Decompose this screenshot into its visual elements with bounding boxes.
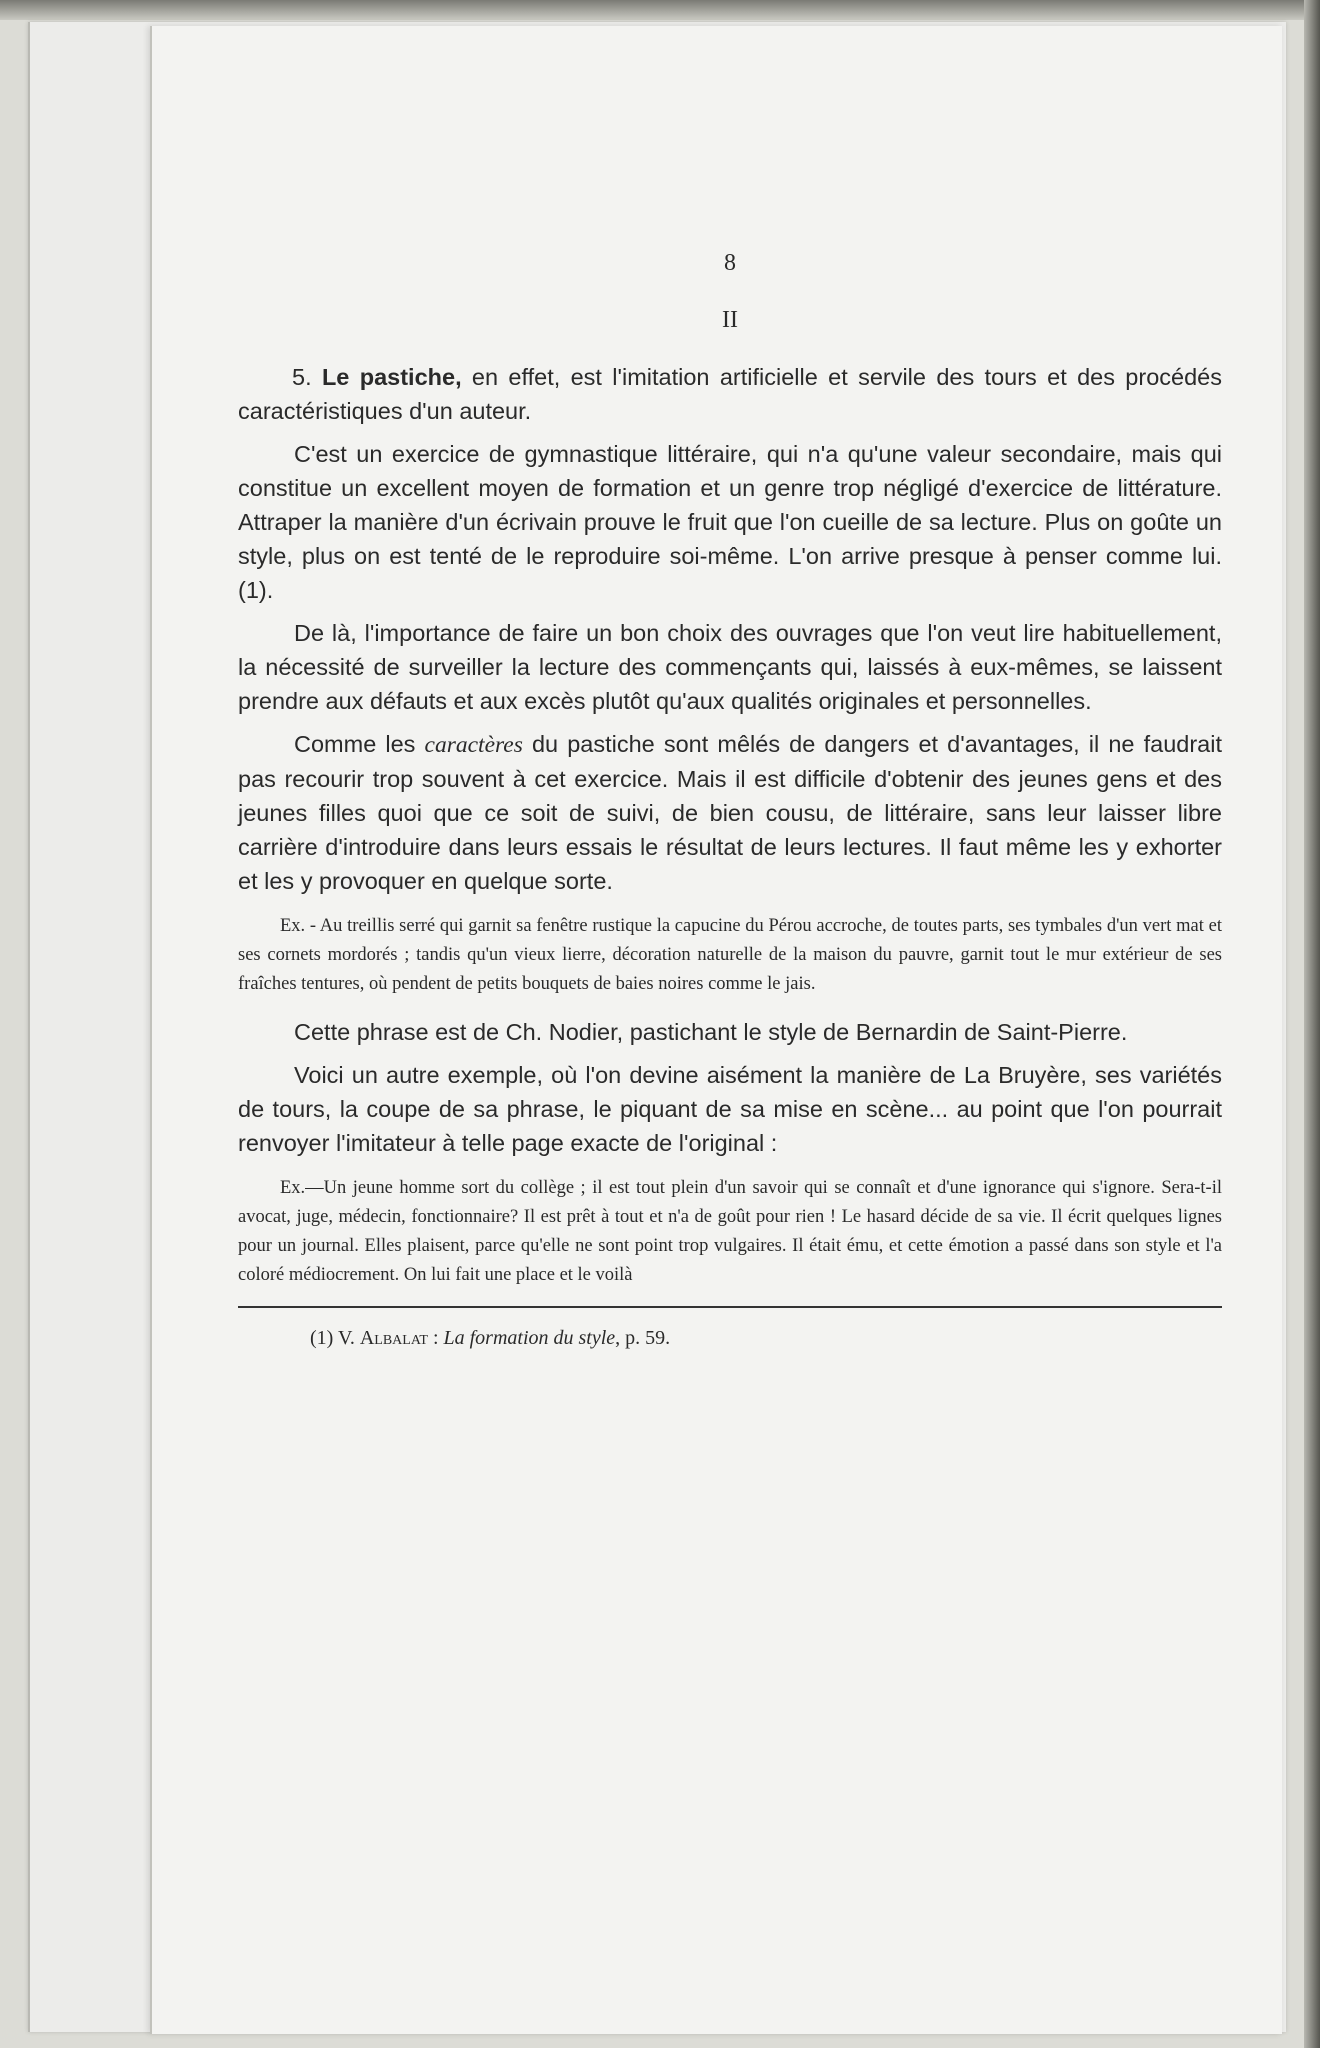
footnote bbox=[238, 1324, 1222, 1352]
example-nodier: Ex. - Au treillis serré qui garnit sa fenêtre rustique la capucine du Pérou accroche, de toutes parts, ses tymbales d'un vert mat et ses cornets mordorés ; tandis qu'un vieux lierre, décoration naturelle de la maison du pauvre, garnit tout le mur extérieur de ses fraîches tentures, où pendent de petits bouquets de baies noires comme le jais. bbox=[238, 916, 1222, 994]
italic-word: caractères bbox=[424, 732, 523, 758]
footnote-author: Albalat bbox=[359, 1327, 428, 1349]
section-number: II bbox=[722, 307, 738, 333]
paragraph-dangers bbox=[238, 727, 1222, 898]
text-span: : bbox=[427, 1327, 444, 1349]
example-jeune-homme: Ex.—Un jeune homme sort du collège ; il est tout plein d'un savoir qui se connaît et d'une ignorance qui s'ignore. Sera-t-il avocat, juge, médecin, fonctionnaire? Il est prêt à tout et n'a de goût pour rien ! Le hasard décide de sa vie. Il écrit quelques lignes pour un journal. Elles plaisent, parce qu'elle ne sont point trop vulgaires. Il était ému, et cette émotion a passé dans son style et l'a coloré médiocrement. On lui fait une place et le voilà bbox=[238, 1178, 1222, 1285]
footnote-page-ref: , p. 59. bbox=[615, 1327, 671, 1349]
paragraph-definition bbox=[238, 360, 1222, 428]
paragraph-la-bruyere: Voici un autre exemple, où l'on devine aisément la manière de La Bruyère, ses variétés de tours, la coupe de sa phrase, le piquant de sa mise en scène... au point que l'on pourrait renvoyer l'imitateur à telle page exacte de l'original : bbox=[238, 1062, 1222, 1156]
page-number: 8 bbox=[724, 250, 736, 276]
paragraph-exercise: C'est un exercice de gymnastique littéraire, qui n'a qu'une valeur secondaire, mais qui constitue un excellent moyen de formation et un genre trop négligé d'exercice de littérature. Attraper la manière d'un écrivain prouve le fruit que l'on cueille de sa lecture. Plus on goûte un style, plus on est tenté de le reproduire soi-même. L'on arrive presque à penser comme lui. (1). bbox=[238, 441, 1222, 603]
footnote-title: La formation du style bbox=[443, 1327, 616, 1349]
paragraph-number: 5. bbox=[292, 364, 322, 390]
text-span: du pastiche sont mêlés de dangers et d'avantages, il ne faudrait pas recourir trop souvent à cet exercice. Mais il est difficile d'obtenir des jeunes gens et des jeunes filles quoi que ce soit de suivi, de bien cousu, de littéraire, sans leur laisser libre carrière d'introduire dans leurs essais le résultat de leurs lectures. Il faut même les y exhorter et les y provoquer en quelque sorte. bbox=[238, 731, 1222, 894]
scan-border-right bbox=[1304, 0, 1320, 2048]
definition-text: en effet, est l'imitation artificielle et servile des tours et des procédés caractéristiques d'un auteur. bbox=[238, 364, 1222, 424]
defined-term: Le pastiche, bbox=[321, 364, 462, 390]
footnote-rule bbox=[238, 1306, 1222, 1308]
paragraph-nodier: Cette phrase est de Ch. Nodier, pastichant le style de Bernardin de Saint-Pierre. bbox=[294, 1019, 1128, 1045]
main-text bbox=[238, 360, 1222, 898]
main-text-continued bbox=[238, 1015, 1222, 1160]
scan-border-top bbox=[0, 0, 1320, 20]
footnote-marker: (1) V. bbox=[310, 1327, 360, 1349]
paragraph-choice: De là, l'importance de faire un bon choix des ouvrages que l'on veut lire habituellement, la nécessité de surveiller la lecture des commençants qui, laissés à eux-mêmes, se laissent prendre aux défauts et aux excès plutôt qu'aux qualités originales et personnelles. bbox=[238, 620, 1222, 714]
page-content bbox=[238, 250, 1222, 1352]
text-span: Comme les bbox=[294, 731, 425, 757]
